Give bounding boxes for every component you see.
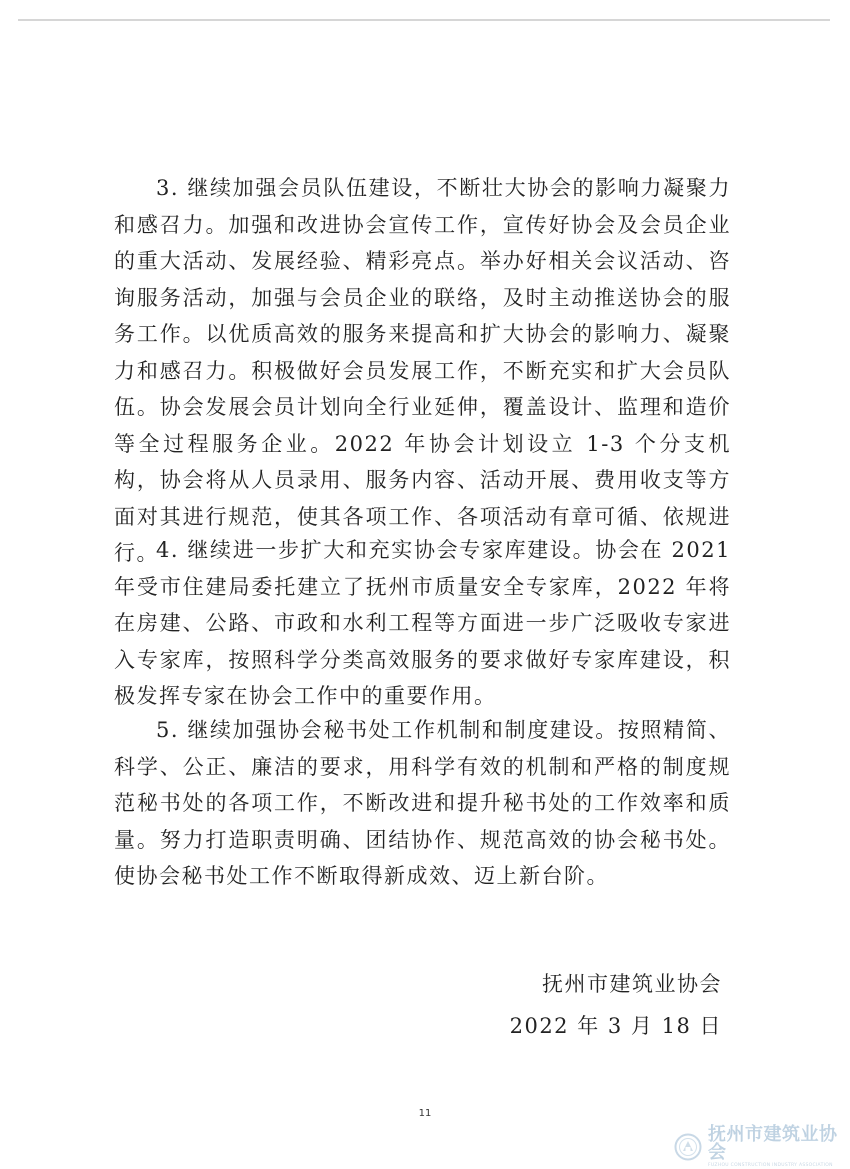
paragraph-item-5: 5. 继续加强协会秘书处工作机制和制度建设。按照精简、科学、公正、廉洁的要求，用科学有效的机制和严格的制度规范秘书处的各项工作，不断改进和提升秘书处的工作效率和质量。努力打造职责明确、团结协作、规范高效的协会秘书处。使协会秘书处工作不断取得新成效、迈上新台阶。 [114, 718, 731, 888]
watermark-name-cn: 抚州市建筑业协会 [708, 1123, 838, 1163]
signature-date: 2022 年 3 月 18 日 [509, 1014, 722, 1038]
watermark-name-en: FUZHOU CONSTRUCTION INDUSTRY ASSOCIATION [708, 1162, 833, 1168]
association-seal-icon [674, 1133, 702, 1161]
paragraph-item-4: 4. 继续进一步扩大和充实协会专家库建设。协会在 2021 年受市住建局委托建立了抚州市质量安全专家库，2022 年将在房建、公路、市政和水利工程等方面进一步广泛吸收专家进入专家库，按照科学分类高效服务的要求做好专家库建设，积极发挥专家在协会工作中的重要作用。 [114, 538, 731, 708]
signature-organization: 抚州市建筑业协会 [542, 972, 722, 996]
header-divider [18, 19, 830, 21]
paragraph-item-3: 3. 继续加强会员队伍建设，不断壮大协会的影响力凝聚力和感召力。加强和改进协会宣传工作，宣传好协会及会员企业的重大活动、发展经验、精彩亮点。举办好相关会议活动、咨询服务活动，加强与会员企业的联络，及时主动推送协会的服务工作。以优质高效的服务来提高和扩大协会的影响力、凝聚力和感召力。积极做好会员发展工作，不断充实和扩大会员队伍。协会发展会员计划向全行业延伸，覆盖设计、监理和造价等全过程服务企业。2022 年协会计划设立 1-3 个分支机构，协会将从人员录用、服务内容、活动开展、费用收支等方面对其进行规范，使其各项工作、各项活动有章可循、依规进行。 [114, 176, 731, 565]
association-watermark [674, 1123, 844, 1168]
page-number: 11 [418, 1108, 432, 1119]
